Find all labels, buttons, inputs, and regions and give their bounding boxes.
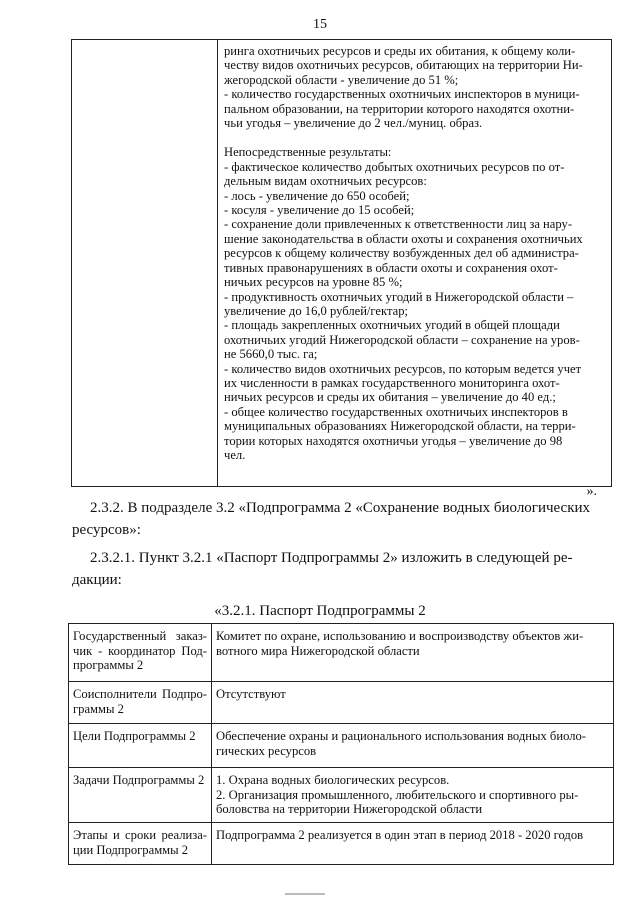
row-label: Соисполнители Подпро-граммы 2: [69, 682, 212, 724]
table-row: [69, 624, 614, 682]
row-value: Обеспечение охраны и рационального использования водных биоло-гических ресурсов: [212, 724, 614, 768]
paragraph-2-3-2: [72, 497, 602, 541]
paragraph-line: ресурсов»:: [72, 522, 141, 538]
row-value: Комитет по охране, использованию и воспроизводству объектов жи-вотного мира Нижегородской области: [212, 624, 614, 682]
results-line: Непосредственные результаты:: [224, 145, 392, 160]
results-line: - площадь закрепленных охотничьих угодий в общей площади: [224, 318, 560, 333]
table-row: [69, 768, 614, 823]
results-line: ничьих ресурсов на уровне 85 %;: [224, 275, 403, 290]
results-cell: [224, 44, 606, 462]
results-line: - общее количество государственных охотничьих инспекторов в: [224, 404, 568, 419]
results-line: охотничьих угодий Нижегородской области – сохранение на уров-: [224, 332, 580, 347]
results-line: муниципальных образованиях Нижегородской области, на терри-: [224, 419, 576, 434]
results-line: ресурсов к общему количеству возбужденных дел об администра-: [224, 246, 579, 261]
results-line: - фактическое количество добытых охотничьих ресурсов по от-: [224, 159, 565, 174]
results-line: тивных правонарушениях в области охоты и сохранения охот-: [224, 260, 558, 275]
results-line: дельным видам охотничьих ресурсов:: [224, 174, 427, 189]
page-number: 15: [313, 17, 327, 32]
results-line: увеличение до 16,0 рублей/гектар;: [224, 303, 409, 318]
paragraph-line: 2.3.2. В подразделе 3.2 «Подпрограмма 2 «Сохранение водных биологических: [90, 500, 591, 516]
results-line: чел.: [224, 447, 246, 462]
row-label: Цели Подпрограммы 2: [69, 724, 212, 768]
results-line: ничьих ресурсов и среды их обитания – увеличение до 40 ед.;: [224, 390, 556, 405]
results-table-continuation: [71, 39, 612, 487]
paragraph-line: дакции:: [72, 572, 122, 588]
results-line: тории которых находятся охотничьи угодья – увеличение до 98: [224, 433, 563, 448]
table-row: [69, 682, 614, 724]
blank-line: [224, 130, 606, 145]
results-line: жегородской области - увеличение до 51 %;: [224, 72, 459, 87]
results-line: честву видов охотничьих ресурсов, обитающих на территории Ни-: [224, 58, 583, 73]
paragraph-2-3-2-1: [72, 547, 602, 591]
row-value: 1. Охрана водных биологических ресурсов. 2. Организация промышленного, любительского и спортивного ры-боловства на территории Нижегородской области: [212, 768, 614, 823]
passport-caption: «3.2.1. Паспорт Подпрограммы 2: [214, 603, 426, 619]
table-row: [69, 823, 614, 865]
results-line: шение законодательства в области охоты и сохранения охотничьих: [224, 231, 583, 246]
row-label: Задачи Подпрограммы 2: [69, 768, 212, 823]
paragraph-line: 2.3.2.1. Пункт 3.2.1 «Паспорт Подпрограммы 2» изложить в следующей ре-: [90, 550, 573, 566]
results-line: их численности в рамках государственного мониторинга охот-: [224, 375, 560, 390]
row-label: Этапы и сроки реализа-ции Подпрограммы 2: [69, 823, 212, 865]
results-line: - косуля - увеличение до 15 особей;: [224, 203, 415, 218]
results-line: пальном образовании, на территории которого находятся охотни-: [224, 101, 575, 116]
results-line: чьи угодья – увеличение до 2 чел./муниц. образ.: [224, 116, 483, 131]
table-column-divider: [217, 40, 218, 486]
results-line: - количество государственных охотничьих инспекторов в муници-: [224, 87, 580, 102]
scan-mark: [285, 893, 325, 895]
results-line: - сохранение доли привлеченных к ответственности лиц за нару-: [224, 217, 573, 232]
results-line: ринга охотничьих ресурсов и среды их обитания, к общему коли-: [224, 44, 576, 58]
row-value: Подпрограмма 2 реализуется в один этап в период 2018 - 2020 годов: [212, 823, 614, 865]
results-line: - продуктивность охотничьих угодий в Нижегородской области –: [224, 289, 574, 304]
results-line: - количество видов охотничьих ресурсов, по которым ведется учет: [224, 361, 582, 376]
closing-quote: ».: [586, 484, 597, 499]
row-label: Государственный заказ-чик - координатор Под-программы 2: [69, 624, 212, 682]
passport-table: [68, 623, 614, 865]
table-row: [69, 724, 614, 768]
results-line: - лось - увеличение до 650 особей;: [224, 188, 410, 203]
results-line: не 5660,0 тыс. га;: [224, 347, 318, 362]
row-value: Отсутствуют: [212, 682, 614, 724]
